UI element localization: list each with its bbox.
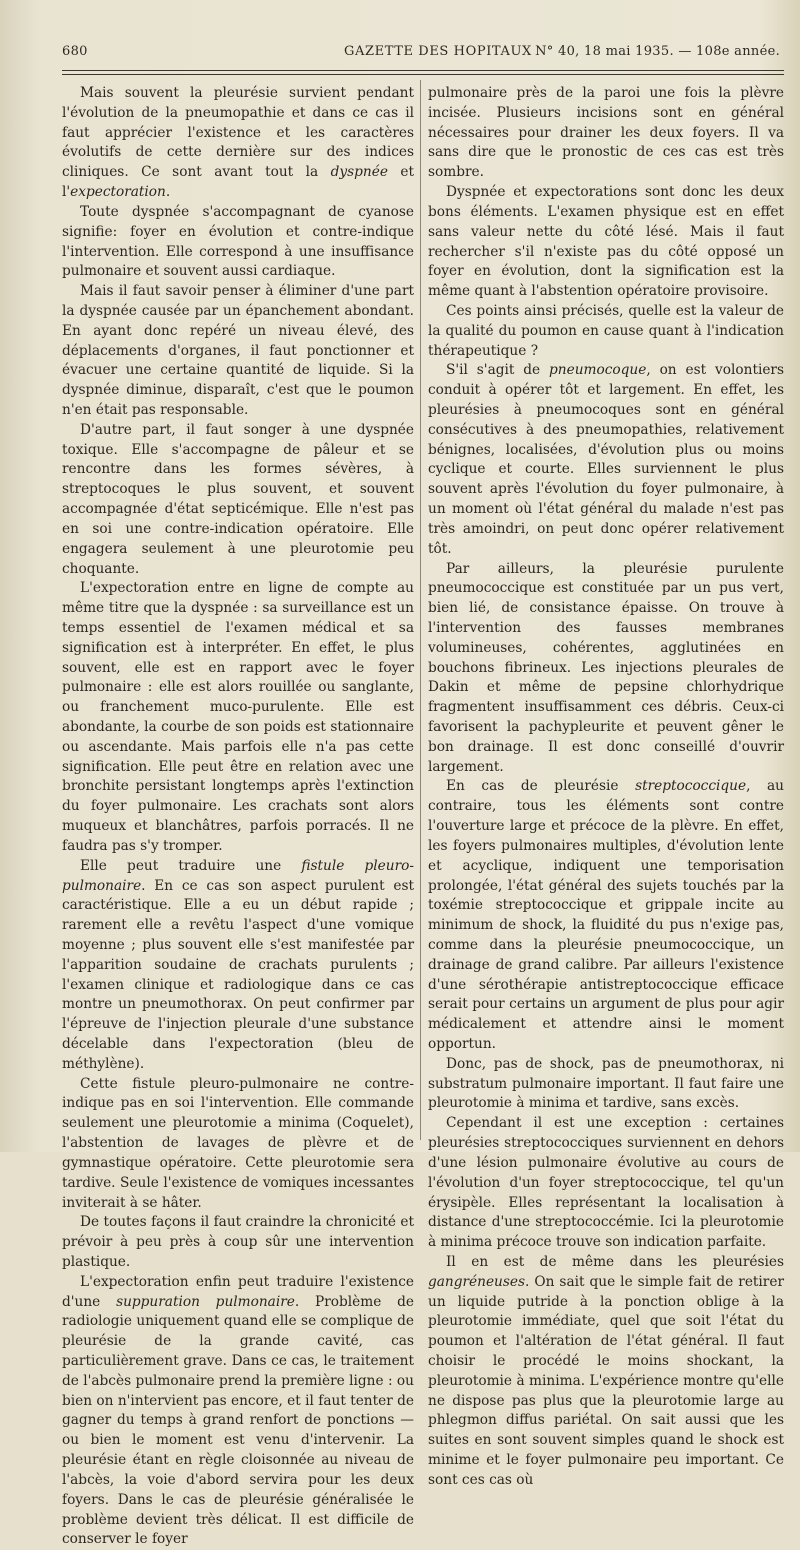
paragraph-text: Par ailleurs, la pleurésie purulente pneumococcique est constituée par un pus vert, bien lié, de consistance épaisse. On trouve à l'intervention des fausses membranes volumineuses, cohérentes, agglutinées en bouchons fibrineux. Les injections pleurales de Dakin et même de pepsine chlorhydrique fragmentent insuffisamment ces débris. Ceux-ci favorisent la pachypleurite et peuvent gêner le bon drainage. Il est donc conseillé d'ouvrir largement. <box>428 560 784 775</box>
page-header <box>62 44 784 66</box>
paragraph <box>428 560 784 778</box>
journal-title: GAZETTE DES HOPITAUX <box>344 44 532 59</box>
paragraph <box>62 203 414 282</box>
paragraph <box>428 361 784 559</box>
italic-term: suppuration pulmonaire <box>116 1293 295 1310</box>
italic-term: fistule pleuro-pulmonaire <box>62 857 414 894</box>
paragraph-text: Il en est de même dans les pleurésies <box>446 1253 784 1270</box>
paragraph-text: L'expectoration enfin peut traduire l'existence d'une <box>62 1273 414 1310</box>
paragraph <box>428 1055 784 1114</box>
paragraph-text: Cependant il est une exception : certaines pleurésies streptococciques surviennent en dehors d'une lésion pulmonaire évolutive au cours de l'évolution d'un foyer streptococcique, tel qu'un érysipèle. Elles représentant la localisation à distance d'une streptococcémie. Ici la pleurotomie à minima précoce trouve son indication parfaite. <box>428 1115 784 1251</box>
page-number: 680 <box>62 44 88 59</box>
paragraph <box>62 857 414 1075</box>
italic-term: expectoration <box>70 184 166 201</box>
paragraph-text: En cas de pleurésie <box>446 778 636 795</box>
paragraph-text: D'autre part, il faut songer à une dyspnée toxique. Elle s'accompagne de pâleur et se rencontre dans les formes sévères, à streptocoques le plus souvent, et souvent accompagnée d'état septicémique. Elle n'est pas en soi une contre-indication opératoire. Elle engagera seulement à une pleurotomie peu choquante. <box>62 421 414 577</box>
paragraph <box>428 302 784 361</box>
italic-term: dyspnée <box>330 164 388 181</box>
paragraph <box>428 1114 784 1253</box>
paragraph-text: Toute dyspnée s'accompagnant de cyanose signifie: foyer en évolution et contre-indique l'intervention. Elle correspond à une insuffisance pulmonaire et souvent aussi cardiaque. <box>62 203 414 280</box>
paragraph <box>428 777 784 1054</box>
paragraph-text: Dyspnée et expectorations sont donc les deux bons éléments. L'examen physique est en effet sans valeur nette du côté lésé. Mais il faut rechercher s'il n'existe pas du côté opposé un foyer en évolution, dont la signification est la même quant à l'abstention opératoire provisoire. <box>428 184 784 300</box>
paragraph <box>428 1253 784 1491</box>
italic-term: streptococcique <box>635 778 747 795</box>
paragraph-text: Cette fistule pleuro-pulmonaire ne contre-indique pas en soi l'intervention. Elle commande seulement une pleurotomie a minima (Coquelet), l'abstention de lavages de plèvre et de gymnastique opératoire. Cette pleurotomie sera tardive. Seule l'existence de vomiques incessantes inviterait à se hâter. <box>62 1075 414 1211</box>
paragraph <box>62 421 414 580</box>
paragraph-text: . En ce cas son aspect purulent est caractéristique. Elle a eu un début rapide ; rarement elle a revêtu l'aspect d'une vomique moyenne ; plus souvent elle s'est manifestée par l'apparition soudaine de crachats purulents ; l'examen clinique et radiologique dans ce cas montre un pneumothorax. On peut confirmer par l'épreuve de l'injection pleurale d'une substance décelable dans l'expectoration (bleu de méthylène). <box>62 877 414 1072</box>
paragraph-text: Mais souvent la pleurésie survient pendant l'évolution de la pneumopathie et dans ce cas il faut apprécier l'existence et les caractères évolutifs de cette dernière sur des indices cliniques. Ce sont avant tout la <box>62 85 414 181</box>
italic-term: pneumocoque <box>549 362 647 379</box>
paragraph-text: S'il s'agit de <box>446 362 550 379</box>
paragraph-text: L'expectoration entre en ligne de compte au même titre que la dyspnée : sa surveillance est un temps essentiel de l'examen médical et sa signification est à interpréter. En effet, le plus souvent, elle est en rapport avec le foyer pulmonaire : elle est alors rouillée ou sanglante, ou franchement muco-purulente. Elle est abondante, la courbe de son poids est stationnaire ou ascendante. Mais parfois elle n'a pas cette signification. Elle peut être en relation avec une bronchite persistant longtemps après l'extinction du foyer pulmonaire. Les crachats sont alors muqueux et blanchâtres, parfois porracés. Il ne faudra pas s'y tromper. <box>62 580 414 854</box>
paragraph <box>62 282 414 421</box>
issue-info: N° 40, 18 mai 1935. — 108e année. <box>535 44 780 59</box>
paragraph-text: Elle peut traduire une <box>80 857 302 874</box>
paragraph-text: pulmonaire près de la paroi une fois la plèvre incisée. Plusieurs incisions sont en général nécessaires pour drainer les deux foyers. Il va sans dire que le pronostic de ces cas est très sombre. <box>428 85 784 181</box>
paragraph <box>62 1213 414 1272</box>
italic-term: gangréneuses <box>428 1273 526 1290</box>
paragraph-text: et l' <box>62 164 415 201</box>
paragraph-text: , on est volontiers conduit à opérer tôt et largement. En effet, les pleurésies à pneumocoques sont en général consécutives à des pneumopathies, relativement bénignes, localisées, d'évolution plus ou moins cyclique et courte. Elles surviennent le plus souvent après l'évolution du foyer pulmonaire, à un moment où l'état général du malade n'est pas très amoindri, on peut donc opérer relativement tôt. <box>428 362 784 557</box>
paragraph-text: Mais il faut savoir penser à éliminer d'une part la dyspnée causée par un épanchement abondant. En ayant donc repéré un niveau élevé, des déplacements d'organes, il faut ponctionner et évacuer une certaine quantité de liquide. Si la dyspnée diminue, disparaît, c'est que le poumon n'en était pas responsable. <box>62 283 414 418</box>
right-column <box>428 84 784 1491</box>
paragraph <box>428 183 784 302</box>
paragraph <box>62 1273 414 1550</box>
paragraph-text: , au contraire, tous les éléments sont contre l'ouverture large et précoce de la plèvre. En effet, les foyers pulmonaires multiples, d'évolution lente et acyclique, indiquent une temporisation prolongée, l'état général des sujets touchés par la toxémie streptococcique et grippale incite au minimum de shock, la fluidité du pus n'exige pas, comme dans la pleurésie pneumococcique, un drainage de grand calibre. Par ailleurs l'existence d'une sérothérapie antistreptococcique efficace serait pour certains un argument de plus pour agir médicalement et attendre ainsi le moment opportun. <box>428 778 784 1052</box>
paragraph-text: De toutes façons il faut craindre la chronicité et prévoir à peu près à coup sûr une intervention plastique. <box>62 1214 414 1270</box>
paragraph-text: . <box>165 184 171 201</box>
header-rule <box>62 70 784 75</box>
paragraph-text: . On sait que le simple fait de retirer un liquide putride à la ponction oblige à la pleurotomie immédiate, quel que soit l'état du poumon et l'altération de l'état général. Il faut choisir le procédé le moins shockant, la pleurotomie à minima. L'expérience montre qu'elle ne dispose pas plus que la pleurotomie large au phlegmon diffus pariétal. On sait aussi que les suites en sont souvent simples quand le shock est minime et le foyer pulmonaire peu important. Ce sont ces cas où <box>428 1273 784 1488</box>
paragraph-text: Ces points ainsi précisés, quelle est la valeur de la qualité du poumon en cause quant à l'indication thérapeutique ? <box>428 302 784 359</box>
left-column <box>62 84 414 1550</box>
paragraph <box>62 579 414 856</box>
paragraph <box>62 84 414 203</box>
paragraph <box>428 84 784 183</box>
paragraph-text: Donc, pas de shock, pas de pneumothorax, ni substratum pulmonaire important. Il faut faire une pleurotomie à minima et tardive, sans excès. <box>428 1055 784 1112</box>
column-divider <box>420 80 421 1140</box>
paragraph-text: . Problème de radiologie uniquement quand elle se complique de pleurésie de la grande cavité, cas particulièrement grave. Dans ce cas, le traitement de l'abcès pulmonaire prend la première ligne : ou bien on n'intervient pas encore, et il faut tenter de gagner du temps à grand renfort de ponctions — ou bien le moment est venu d'intervenir. La pleurésie étant en règle cloisonnée au niveau de l'abcès, la voie d'abord servira pour les deux foyers. Dans le cas de pleurésie généralisée le problème devient très délicat. Il est difficile de conserver le foyer <box>62 1293 414 1548</box>
paragraph <box>62 1075 414 1214</box>
